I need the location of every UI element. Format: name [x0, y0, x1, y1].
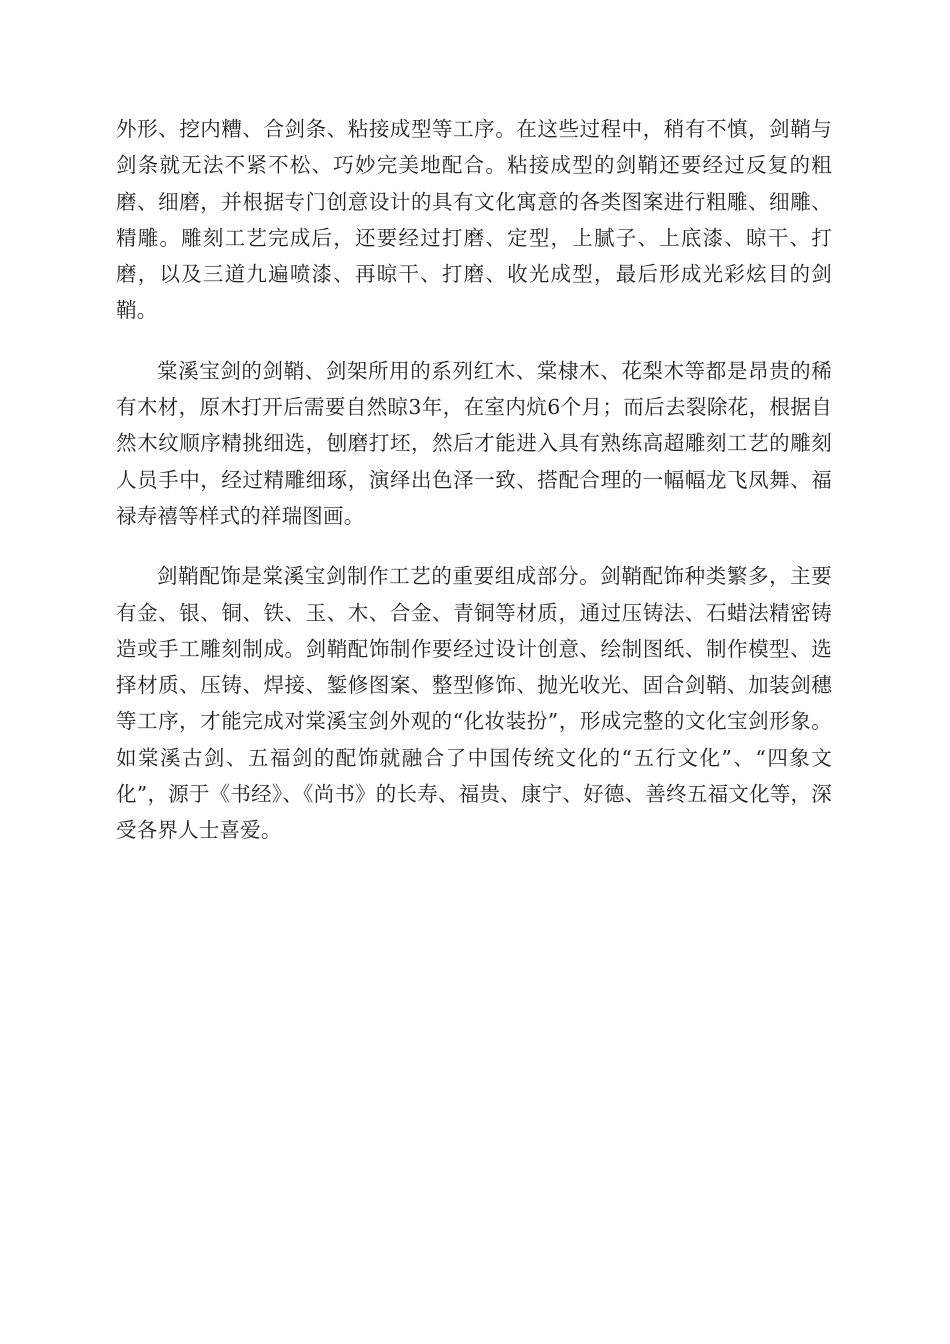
paragraph-scabbard-ornaments: 剑鞘配饰是棠溪宝剑制作工艺的重要组成部分。剑鞘配饰种类繁多，主要有金、银、铜、铁、玉、木、合金、青铜等材质，通过压铸法、石蜡法精密铸造或手工雕刻制成。剑鞘配饰制作要经过设计创意、绘制图纸、制作模型、选择材质、压铸、焊接、錾修图案、整型修饰、抛光收光、固合剑鞘、加装剑穗等工序，才能完成对棠溪宝剑外观的“化妆装扮”，形成完整的文化宝剑形象。如棠溪古剑、五福剑的配饰就融合了中国传统文化的“五行文化”、“四象文化”，源于《书经》、《尚书》的长寿、福贵、康宁、好德、善终五福文化等，深受各界人士喜爱。: [116, 564, 832, 843]
document-body: [116, 111, 832, 873]
paragraph-wood-materials: 棠溪宝剑的剑鞘、剑架所用的系列红木、棠棣木、花梨木等都是昂贵的稀有木材，原木打开后需要自然晾3年，在室内炕6个月；而后去裂除花，根据自然木纹顺序精挑细选，刨磨打坯，然后才能进入具有熟练高超雕刻工艺的雕刻人员手中，经过精雕细琢，演绎出色泽一致、搭配合理的一幅幅龙飞凤舞、福禄寿禧等样式的祥瑞图画。: [116, 358, 832, 528]
paragraph-continued: 外形、挖内糟、合剑条、粘接成型等工序。在这些过程中，稍有不慎，剑鞘与剑条就无法不紧不松、巧妙完美地配合。粘接成型的剑鞘还要经过反复的粗磨、细磨，并根据专门创意设计的具有文化寓意的各类图案进行粗雕、细雕、精雕。雕刻工艺完成后，还要经过打磨、定型，上腻子、上底漆、晾干、打磨，以及三道九遍喷漆、再晾干、打磨、收光成型，最后形成光彩炫目的剑鞘。: [116, 117, 832, 323]
